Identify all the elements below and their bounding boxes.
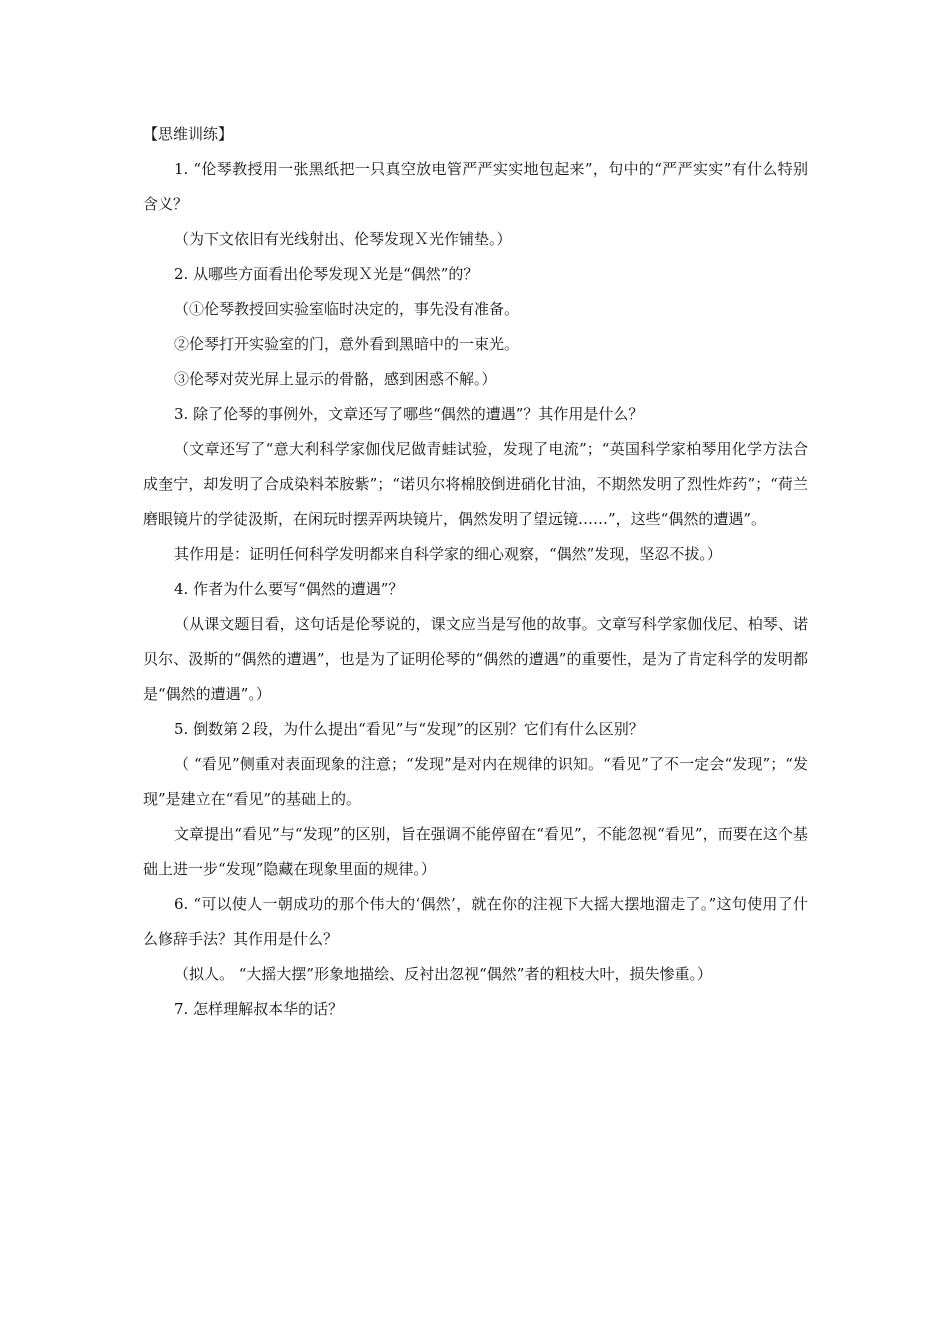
paragraph: 5. 倒数第２段，为什么提出“看见”与“发现”的区别？它们有什么区别？ [174,720,644,738]
paragraph: （从课文题目看，这句话是伦琴说的，课文应当是写他的故事。文章写科学家伽伐尼、柏琴、诺贝尔、汲斯的“偶然的遭遇”，也是为了证明伦琴的“偶然的遭遇”的重要性，是为了肯定科学的发明都是“偶然的遭遇”。） [143,615,808,703]
paragraph: （①伦琴教授回实验室临时决定的，事先没有准备。 [174,300,520,318]
paragraph: 3. 除了伦琴的事例外，文章还写了哪些“偶然的遭遇”？其作用是什么？ [174,405,644,423]
paragraph: ②伦琴打开实验室的门，意外看到黑暗中的一束光。 [174,335,520,353]
paragraph: （文章还写了“意大利科学家伽伐尼做青蛙试验，发现了电流”；“英国科学家柏琴用化学方法合成奎宁，却发明了合成染料苯胺紫”；“诺贝尔将棉胶倒进硝化甘油，不期然发明了烈性炸药”；“荷兰磨眼镜片的学徒汲斯，在闲玩时摆弄两块镜片，偶然发明了望远镜……”，这些“偶然的遭遇”。 [143,440,808,528]
paragraph: 1. “伦琴教授用一张黑纸把一只真空放电管严严实实地包起来”，句中的“严严实实”有什么特别含义？ [143,160,808,213]
paragraph: （ “看见”侧重对表面现象的注意；“发现”是对内在规律的识知。“看见”了不一定会“发现”；“发现”是建立在“看见”的基础上的。 [143,755,808,808]
paragraph: 2. 从哪些方面看出伦琴发现Ｘ光是“偶然”的？ [174,265,479,283]
paragraph: （为下文依旧有光线射出、伦琴发现Ｘ光作铺垫。） [174,230,512,248]
paragraph: （拟人。 “大摇大摆”形象地描绘、反衬出忽视“偶然”者的粗枝大叶，损失惨重。） [174,965,712,983]
paragraph: 4. 作者为什么要写“偶然的遭遇”？ [174,580,404,598]
paragraph: 其作用是：证明任何科学发明都来自科学家的细心观察，“偶然”发现，坚忍不拔。） [174,545,722,563]
paragraph: 7. 怎样理解叔本华的话？ [174,1000,344,1018]
paragraph: ③伦琴对荧光屏上显示的骨骼，感到困惑不解。） [174,370,497,388]
paragraph: 文章提出“看见”与“发现”的区别，旨在强调不能停留在“看见”，不能忽视“看见”，而要在这个基础上进一步“发现”隐藏在现象里面的规律。） [143,825,808,878]
paragraph: 6. “可以使人一朝成功的那个伟大的‘偶然’，就在你的注视下大摇大摆地溜走了。”这句使用了什么修辞手法？其作用是什么？ [143,895,808,948]
paragraph-list [143,152,808,1027]
section-heading: 【思维训练】 [143,125,234,143]
document-body [143,117,808,1027]
